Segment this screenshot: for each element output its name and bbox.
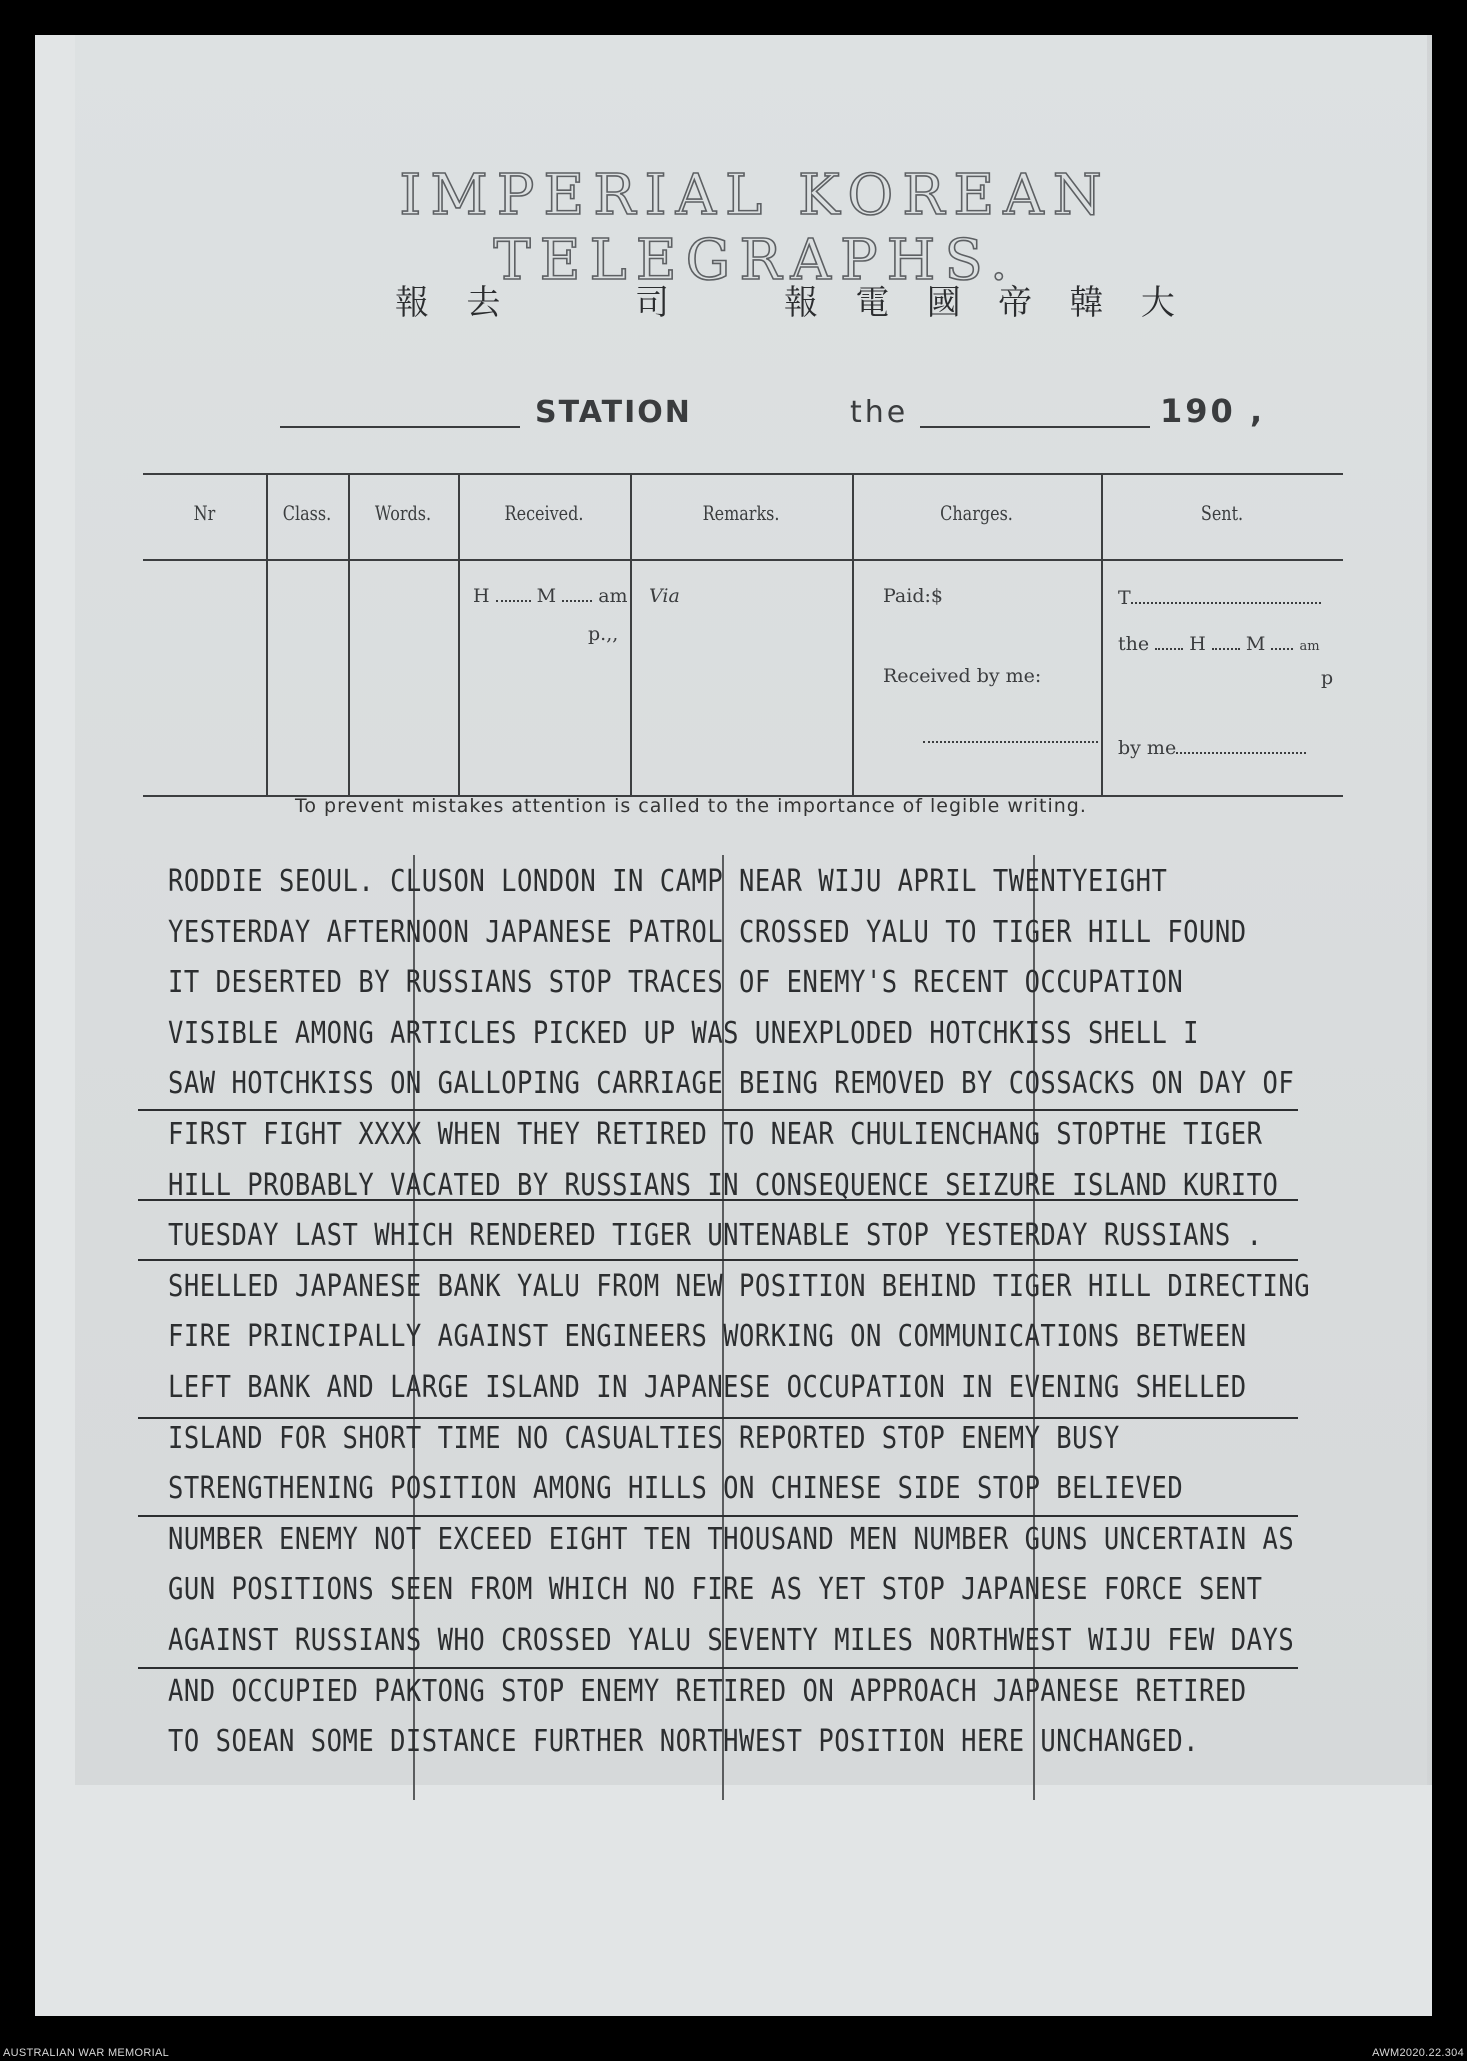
legibility-notice: To prevent mistakes attention is called to the importance of legible writing. bbox=[295, 795, 1087, 817]
table-column-rule bbox=[348, 475, 350, 795]
hour-label: H bbox=[1189, 633, 1206, 655]
message-line: AND OCCUPIED PAKTONG STOP ENEMY RETIRED ON APPROACH JAPANESE RETIRED bbox=[168, 1673, 1247, 1709]
column-header-received: Received. bbox=[504, 501, 584, 525]
charges-blank bbox=[923, 741, 1098, 743]
message-line: IT DESERTED BY RUSSIANS STOP TRACES OF ENEMY'S RECENT OCCUPATION bbox=[168, 965, 1184, 1001]
hour-label: H bbox=[473, 585, 490, 607]
message-line: NUMBER ENEMY NOT EXCEED EIGHT TEN THOUSAND MEN NUMBER GUNS UNCERTAIN AS bbox=[168, 1521, 1295, 1557]
am-label: am bbox=[1299, 639, 1320, 654]
ruled-line bbox=[138, 1109, 1298, 1111]
sent-t bbox=[1118, 587, 1321, 609]
telegram-message bbox=[168, 857, 1398, 1768]
date-blank bbox=[920, 426, 1150, 428]
form-header-table bbox=[143, 473, 1343, 797]
the-label: the bbox=[1118, 633, 1150, 655]
cjk-char: 電 bbox=[855, 283, 890, 323]
column-header-sent: Sent. bbox=[1200, 501, 1244, 525]
credit-institution: AUSTRALIAN WAR MEMORIAL bbox=[3, 2047, 170, 2059]
sent-time bbox=[1118, 633, 1320, 655]
t-label: T bbox=[1118, 587, 1131, 609]
table-column-rule bbox=[852, 475, 854, 795]
cjk-char: 韓 bbox=[1069, 283, 1104, 323]
sent-by-me bbox=[1118, 737, 1306, 759]
form-title: IMPERIAL KOREAN TELEGRAPHS. bbox=[399, 163, 1111, 293]
table-divider bbox=[143, 559, 1343, 561]
message-line: SHELLED JAPANESE BANK YALU FROM NEW POSITION BEHIND TIGER HILL DIRECTING bbox=[168, 1268, 1311, 1304]
message-line: HILL PROBABLY VACATED BY RUSSIANS IN CONSEQUENCE SEIZURE ISLAND KURITO bbox=[168, 1167, 1279, 1203]
message-line: TUESDAY LAST WHICH RENDERED TIGER UNTENABLE STOP YESTERDAY RUSSIANS . bbox=[168, 1218, 1263, 1254]
message-line: AGAINST RUSSIANS WHO CROSSED YALU SEVENTY MILES NORTHWEST WIJU FEW DAYS bbox=[168, 1622, 1295, 1658]
table-column-rule bbox=[1101, 475, 1103, 795]
station-label: STATION bbox=[535, 395, 692, 430]
cjk-char: 司 bbox=[635, 283, 670, 323]
column-header-words: Words. bbox=[374, 501, 432, 525]
column-header-number: Nr bbox=[193, 501, 216, 525]
sent-p: p bbox=[1321, 667, 1334, 689]
by-me-label: by me bbox=[1118, 737, 1177, 759]
cjk-title bbox=[395, 275, 1175, 324]
message-line: GUN POSITIONS SEEN FROM WHICH NO FIRE AS YET STOP JAPANESE FORCE SENT bbox=[168, 1572, 1263, 1608]
cjk-char: 大 bbox=[1140, 283, 1175, 323]
table-column-rule bbox=[630, 475, 632, 795]
am-label: am bbox=[598, 585, 628, 607]
minute-label: M bbox=[1245, 633, 1266, 655]
ruled-line bbox=[138, 1259, 1298, 1261]
charges-received-by: Received by me: bbox=[883, 665, 1042, 687]
station-blank bbox=[280, 426, 520, 428]
table-column-rule bbox=[458, 475, 460, 795]
station-row bbox=[280, 390, 1290, 440]
column-header-class: Class. bbox=[282, 501, 332, 525]
message-line: LEFT BANK AND LARGE ISLAND IN JAPANESE OCCUPATION IN EVENING SHELLED bbox=[168, 1369, 1247, 1405]
ruled-line bbox=[138, 1199, 1298, 1201]
message-line: FIRST FIGHT XXXX WHEN THEY RETIRED TO NEAR CHULIENCHANG STOPTHE TIGER bbox=[168, 1116, 1263, 1152]
charges-paid: Paid:$ bbox=[883, 585, 943, 607]
ruled-line bbox=[138, 1417, 1298, 1419]
cjk-char: 國 bbox=[926, 283, 961, 323]
cjk-char: 報 bbox=[395, 283, 429, 323]
message-line: FIRE PRINCIPALLY AGAINST ENGINEERS WORKING ON COMMUNICATIONS BETWEEN bbox=[168, 1319, 1247, 1355]
remarks-via: Via bbox=[649, 585, 680, 607]
message-line: SAW HOTCHKISS ON GALLOPING CARRIAGE BEING REMOVED BY COSSACKS ON DAY OF bbox=[168, 1066, 1295, 1102]
message-line: YESTERDAY AFTERNOON JAPANESE PATROL CROSSED YALU TO TIGER HILL FOUND bbox=[168, 914, 1247, 950]
message-line: STRENGTHENING POSITION AMONG HILLS ON CHINESE SIDE STOP BELIEVED bbox=[168, 1471, 1184, 1507]
paper-edge-shadow bbox=[1427, 35, 1432, 1785]
cjk-char: 帝 bbox=[998, 283, 1033, 323]
date-label: the bbox=[850, 395, 909, 430]
message-line: TO SOEAN SOME DISTANCE FURTHER NORTHWEST POSITION HERE UNCHANGED. bbox=[168, 1724, 1200, 1760]
column-header-remarks: Remarks. bbox=[702, 501, 780, 525]
message-line: RODDIE SEOUL. CLUSON LONDON IN CAMP NEAR WIJU APRIL TWENTYEIGHT bbox=[168, 864, 1168, 899]
ruled-line bbox=[138, 1515, 1298, 1517]
cjk-char: 報 bbox=[783, 283, 818, 323]
scanned-photograph bbox=[35, 35, 1432, 2016]
minute-label: M bbox=[536, 585, 557, 607]
message-line: VISIBLE AMONG ARTICLES PICKED UP WAS UNEXPLODED HOTCHKISS SHELL I bbox=[168, 1015, 1200, 1051]
ruled-line bbox=[138, 1667, 1298, 1669]
table-column-rule bbox=[266, 475, 268, 795]
received-time bbox=[473, 585, 628, 607]
column-header-charges: Charges. bbox=[940, 501, 1013, 525]
message-line: ISLAND FOR SHORT TIME NO CASUALTIES REPORTED STOP ENEMY BUSY bbox=[168, 1420, 1120, 1456]
received-pm: p.,, bbox=[588, 623, 619, 645]
year-label: 190 , bbox=[1160, 392, 1266, 430]
credit-accession-number: AWM2020.22.304 bbox=[1372, 2047, 1464, 2059]
cjk-char: 去 bbox=[466, 283, 501, 323]
